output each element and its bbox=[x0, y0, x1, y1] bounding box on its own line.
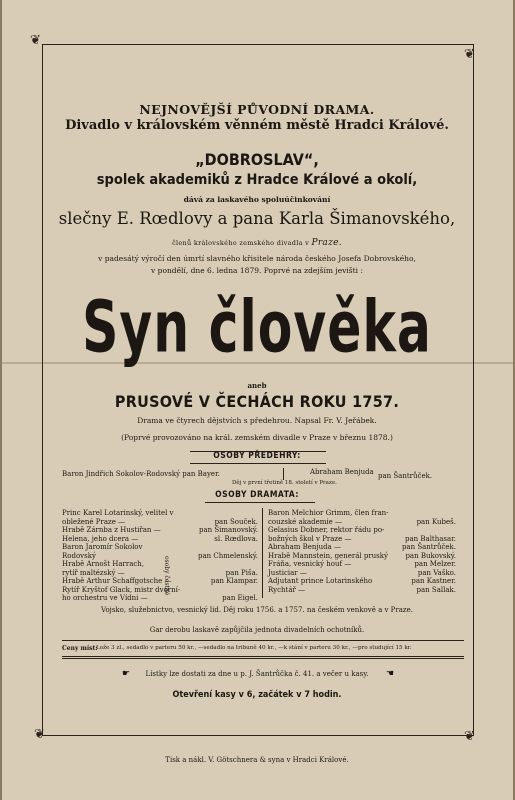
cast-row bbox=[62, 526, 258, 535]
actor: pan Bukovský. bbox=[405, 551, 456, 560]
cast-row bbox=[268, 552, 456, 561]
actor: pan Piša. bbox=[225, 568, 258, 577]
header-line-1: NEJNOVĚJŠÍ PŮVODNÍ DRAMA. bbox=[139, 102, 375, 117]
role: Hrabě Mannstein, generál pruský bbox=[268, 551, 388, 560]
prices: Lože 3 zl., sedadlo v parteru 50 kr., —sedadlo na tribuně 40 kr., —k stání v parteru 30 kr., —pro studující 15 kr. bbox=[96, 645, 412, 651]
actor: pan Kastner. bbox=[411, 577, 456, 585]
role: Hrabě Arthur Schaffgotsche — bbox=[62, 577, 172, 585]
cast-row bbox=[268, 543, 456, 552]
role: rytíř maltézský — bbox=[62, 568, 125, 577]
divider bbox=[262, 508, 263, 598]
role: Adjutant prince Lotarinského bbox=[268, 577, 373, 585]
cast-row bbox=[268, 518, 456, 527]
cast-row bbox=[62, 586, 258, 595]
divider bbox=[283, 468, 284, 480]
actor: pan Sallak. bbox=[416, 585, 456, 594]
handwritten-praze: Praze. bbox=[311, 238, 342, 248]
role: Helena, jeho dcera — bbox=[62, 534, 139, 543]
society-subtitle: spolek akademiků z Hradce Králové a okolí, bbox=[96, 172, 418, 188]
corner-ornament-icon: ❦ bbox=[464, 729, 475, 744]
cast-row bbox=[62, 535, 258, 544]
role: Gelasius Dobner, rektor řádu po- bbox=[268, 526, 385, 534]
guest-performers: slečny E. Rœdlovy a pana Karla Šimanovského, bbox=[58, 209, 456, 228]
cast-row bbox=[268, 526, 456, 535]
society-name: „DOBROSLAV“, bbox=[195, 150, 319, 169]
cast-row bbox=[62, 569, 258, 578]
cast-row bbox=[62, 509, 258, 518]
cast-row bbox=[268, 560, 456, 569]
divider bbox=[62, 658, 464, 659]
header-line-8: v padesátý výročí den úmrtí slavného křisitele národa českého Josefa Dobrovského, bbox=[98, 254, 416, 263]
header-line-7 bbox=[42, 238, 472, 248]
actor: pan Melzer. bbox=[414, 560, 456, 568]
actor: pan Eigel. bbox=[222, 594, 258, 602]
divider bbox=[190, 463, 326, 464]
corner-ornament-icon: ❦ bbox=[464, 47, 475, 62]
actor: pan Šantrůček. bbox=[401, 543, 456, 551]
role: Fráňa, vesnický houf — bbox=[268, 560, 352, 568]
role: Rytíř Kryštof Glack, mistr dvorní- bbox=[62, 585, 181, 594]
actor: pan Souček. bbox=[214, 517, 258, 526]
drama-heading: OSOBY DRAMATA: bbox=[215, 490, 299, 500]
role: Baron Jaromír Sokolov bbox=[62, 543, 143, 551]
prelude-cast-left: Baron Jindřich Sokolov-Rodovský pan Bayer. bbox=[62, 470, 220, 478]
cast-row bbox=[62, 518, 258, 527]
divider bbox=[62, 640, 464, 641]
drama-setting: Vojsko, služebnictvo, vesnický lid. Děj roku 1756. a 1757. na českém venkově a v Praze. bbox=[101, 606, 413, 614]
cast-row bbox=[62, 594, 258, 603]
role: Baron Melchior Grimm, člen fran- bbox=[268, 509, 389, 517]
cast-row bbox=[62, 560, 258, 569]
header-line-5: dává za laskavého spoluúčinkování bbox=[183, 195, 331, 204]
cast-row bbox=[268, 569, 456, 578]
role: obležené Praze — bbox=[62, 517, 126, 526]
corner-ornament-icon: ❦ bbox=[30, 33, 41, 48]
role: Rychtář — bbox=[268, 585, 306, 594]
header-line-9: v pondělí, dne 6. ledna 1879. Poprvé na zdejším jevišti : bbox=[151, 266, 363, 275]
play-description: Drama ve čtyrech dějstvích s předehrou. Napsal Fr. V. Jeřábek. bbox=[137, 416, 377, 425]
actor: pan Vaško. bbox=[417, 568, 456, 577]
role: Hrabě Zárnba z Hustiřan — bbox=[62, 526, 161, 534]
drama-cast-left bbox=[62, 509, 258, 603]
prelude-heading: OSOBY PŘEDEHRY: bbox=[213, 451, 301, 461]
actor: pan Chmelenský. bbox=[197, 551, 258, 560]
play-subtitle: PRUSOVÉ V ČECHÁCH ROKU 1757. bbox=[114, 392, 400, 411]
pointing-hand-icon: ☚ bbox=[386, 669, 395, 679]
prices-label: Ceny míst: bbox=[62, 645, 98, 652]
actor: pan Klampar. bbox=[210, 577, 258, 585]
actor: sl. Rœdlova. bbox=[214, 534, 258, 543]
prelude-cast-right-actor: pan Šantrůček. bbox=[378, 472, 433, 480]
cast-row bbox=[62, 577, 258, 586]
pointing-hand-icon: ☛ bbox=[122, 669, 131, 679]
header-line-2: Divadlo v královském věnném městě Hradci Králové. bbox=[65, 118, 449, 133]
cast-row bbox=[268, 586, 456, 595]
role: couzské akademie — bbox=[268, 517, 342, 526]
role: božných škol v Praze — bbox=[268, 534, 352, 543]
role: ho orchestru ve Vídni — bbox=[62, 594, 148, 602]
vertical-note: osoby čestné bbox=[163, 556, 170, 596]
prelude-setting: Děj v první třetině 18. století v Praze. bbox=[232, 480, 337, 486]
corner-ornament-icon: ❦ bbox=[34, 727, 45, 742]
actor: pan Balthasar. bbox=[404, 534, 456, 543]
play-title: Syn člověka bbox=[82, 286, 432, 370]
drama-cast-right bbox=[268, 509, 456, 594]
role: Rodovský bbox=[62, 551, 96, 560]
cast-row bbox=[62, 552, 258, 561]
printer-credit: Tisk a nákl. V. Götschnera & syna v Hradci Králové. bbox=[165, 756, 349, 764]
title-aneb: aneb bbox=[247, 381, 267, 390]
garderobe-note: Gar derobu laskavě zapůjčila jednota divadelních ochotníků. bbox=[149, 626, 365, 634]
ticket-info: Lístky lze dostati za dne u p. J. Šantrůčka č. 41. a večer u kasy. bbox=[145, 670, 369, 678]
actor: pan Kubeš. bbox=[416, 517, 456, 526]
cast-row bbox=[268, 509, 456, 518]
opening-hours: Otevření kasy v 6, začátek v 7 hodin. bbox=[172, 690, 342, 700]
cast-row bbox=[268, 535, 456, 544]
prelude-cast-right-role: Abraham Benjuda bbox=[310, 468, 374, 476]
divider bbox=[62, 656, 464, 657]
divider bbox=[205, 502, 315, 503]
role: Justiciar — bbox=[268, 568, 307, 577]
role: Hrabě Arnošt Harrach, bbox=[62, 560, 145, 568]
theatre-affiliation: členů královského zemského divadla v bbox=[172, 239, 312, 247]
role: Abraham Benjuda — bbox=[268, 543, 341, 551]
cast-row bbox=[268, 577, 456, 586]
actor: pan Šimanovský. bbox=[199, 526, 258, 534]
premiere-note: (Poprvé provozováno na král. zemském divadle v Praze v březnu 1878.) bbox=[121, 433, 393, 442]
role: Princ Karel Lotarinský, velitel v bbox=[62, 509, 174, 517]
cast-row bbox=[62, 543, 258, 552]
